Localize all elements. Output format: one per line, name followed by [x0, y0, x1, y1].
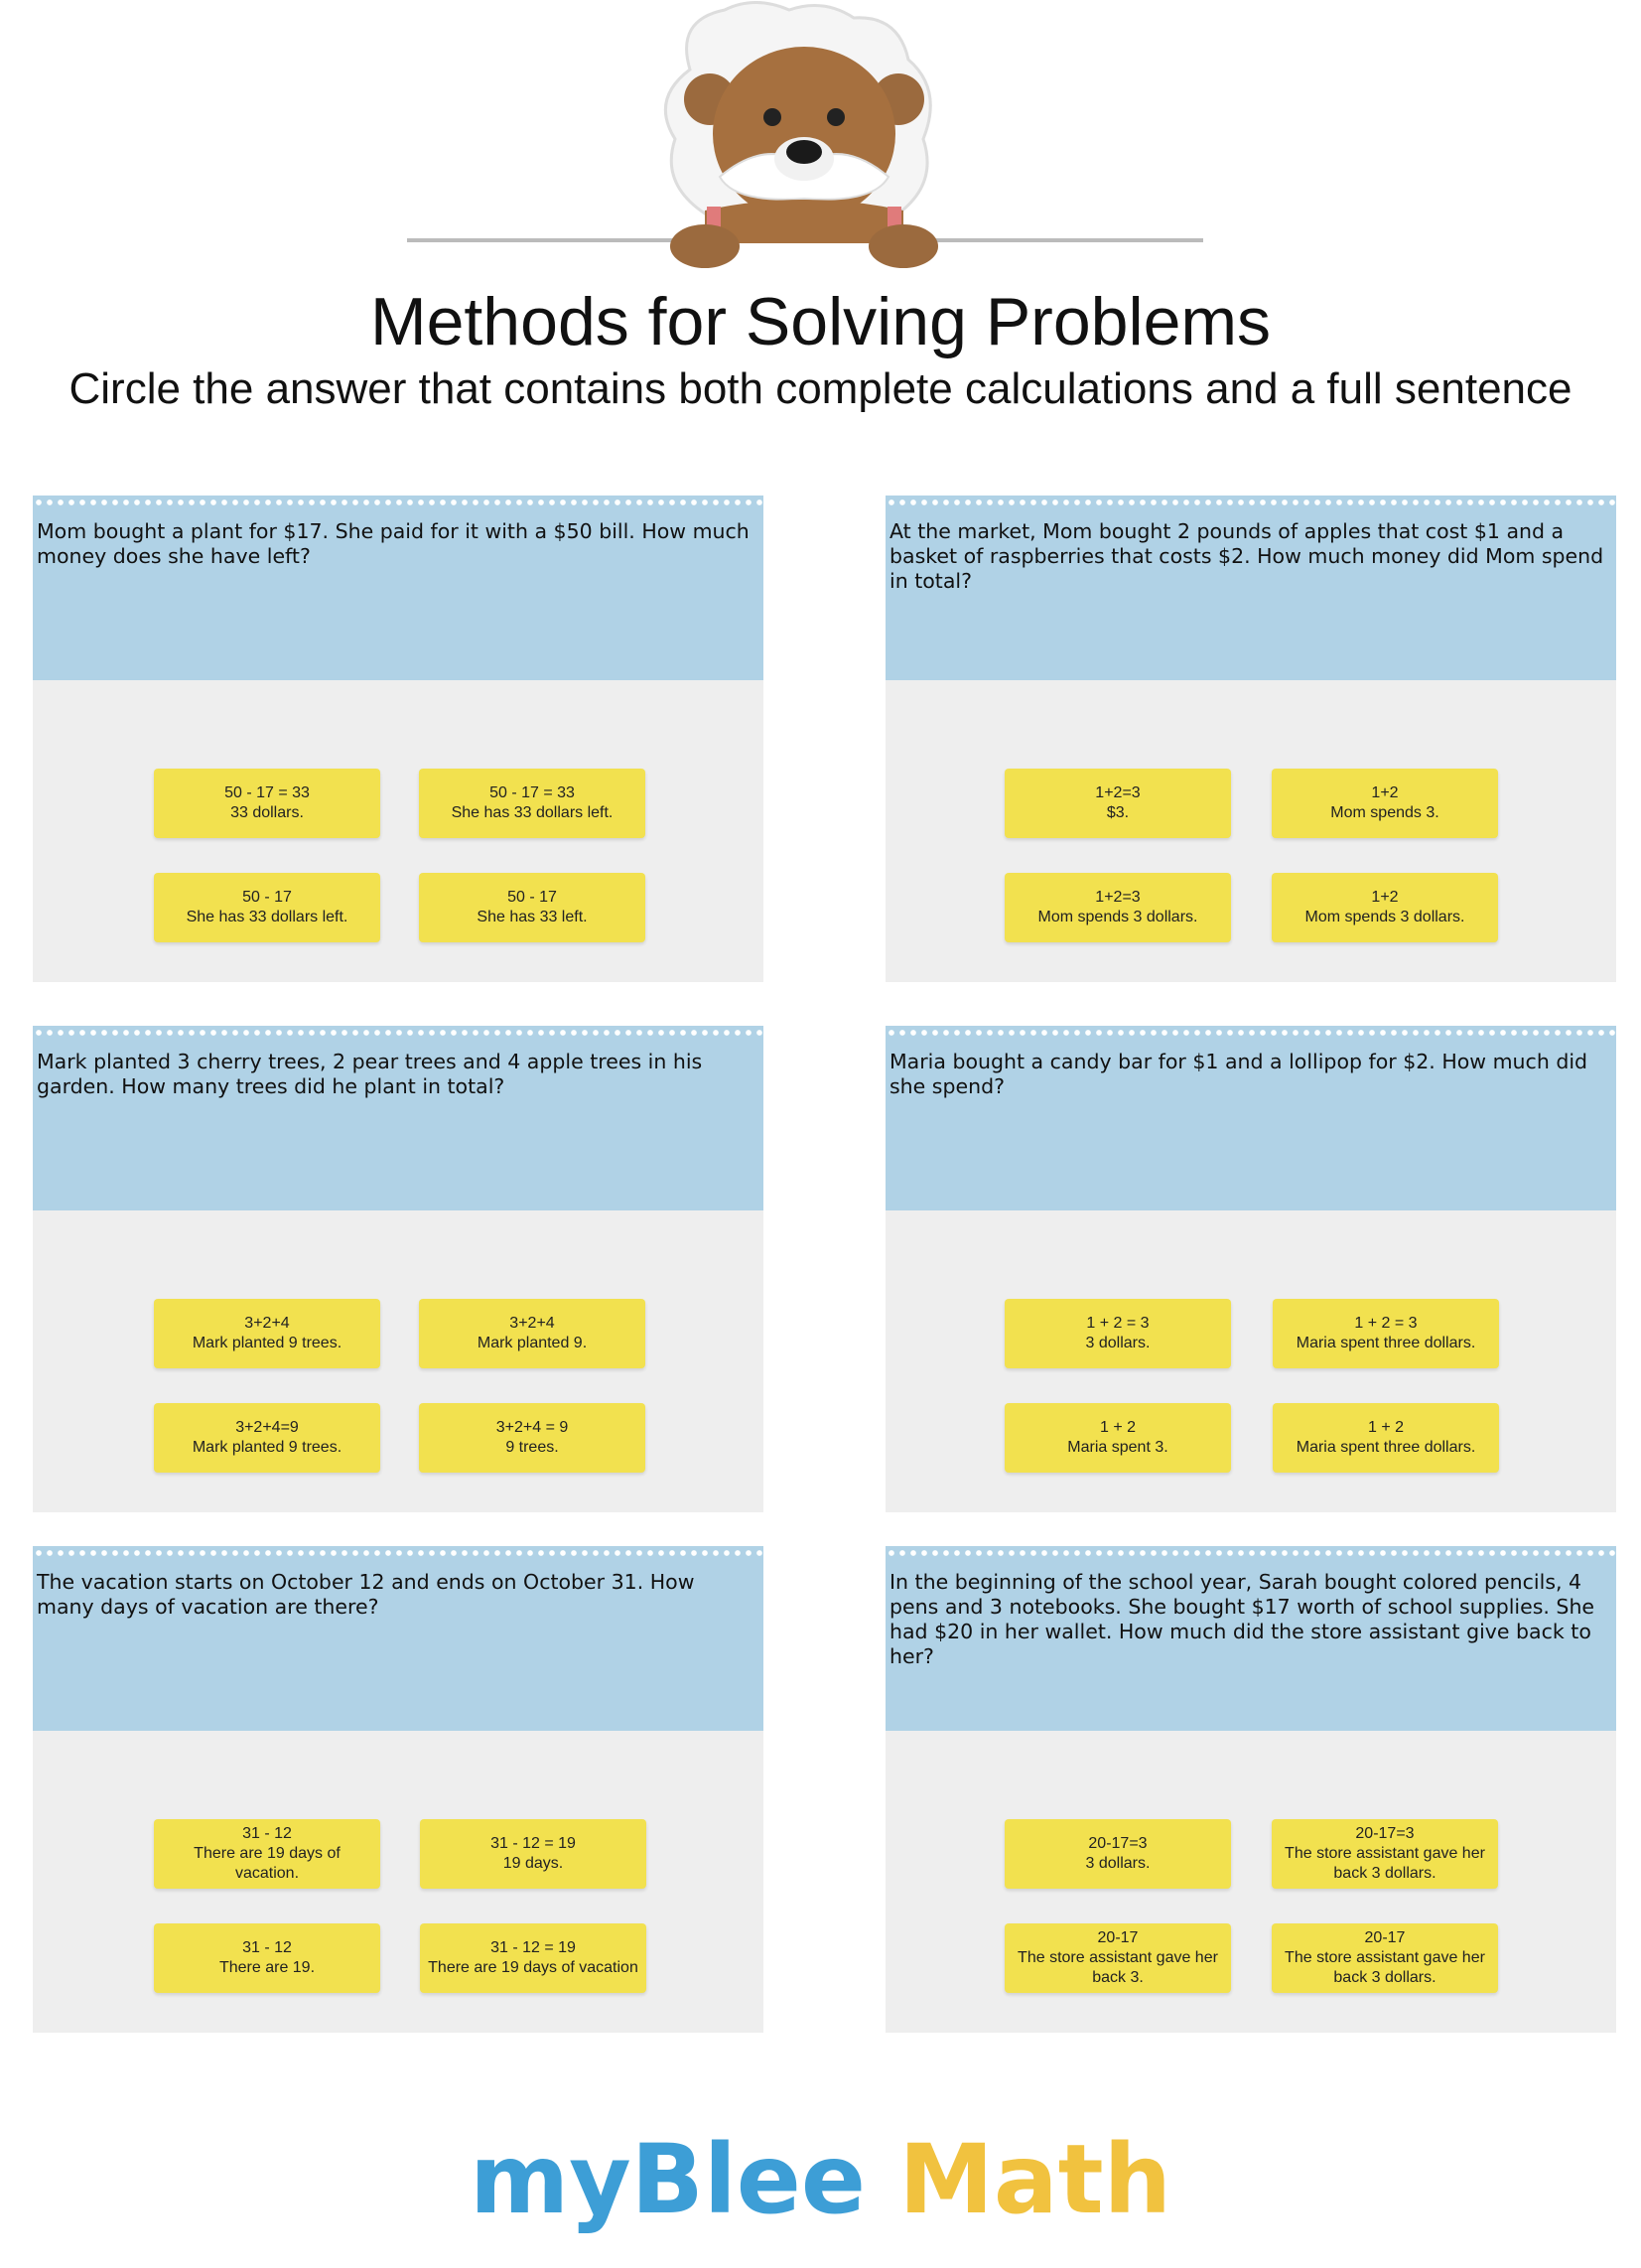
option-sentence: Maria spent three dollars. [1296, 1335, 1476, 1351]
option-sentence: The store assistant gave her back 3. [1018, 1949, 1218, 1986]
option-calculation: 20-17 [1097, 1929, 1139, 1946]
question-panel [886, 1026, 1616, 1210]
option-sentence: 33 dollars. [230, 804, 304, 821]
option-calculation: 31 - 12 = 19 [490, 1835, 576, 1852]
brand-logo [0, 2125, 1641, 2234]
perforated-edge [886, 1546, 1616, 1560]
answer-option[interactable] [1005, 1299, 1231, 1368]
problem-card [33, 496, 763, 982]
question-panel [886, 1546, 1616, 1731]
perforated-edge [886, 1026, 1616, 1040]
option-sentence: There are 19 days of vacation [428, 1959, 638, 1976]
answer-option[interactable] [154, 1403, 380, 1473]
answer-option[interactable] [154, 1819, 380, 1889]
problem-card [886, 1026, 1616, 1512]
option-sentence: Mark planted 9. [477, 1335, 588, 1351]
option-sentence: Mark planted 9 trees. [192, 1335, 342, 1351]
option-sentence: She has 33 dollars left. [186, 909, 348, 925]
option-calculation: 1 + 2 = 3 [1086, 1315, 1150, 1332]
question-text: At the market, Mom bought 2 pounds of apples that cost $1 and a basket of raspberries that costs $2. How much money did Mom spend in total? [889, 519, 1604, 593]
option-sentence: Mom spends 3. [1330, 804, 1439, 821]
option-sentence: The store assistant gave her back 3 dollars. [1285, 1949, 1485, 1986]
option-sentence: She has 33 left. [477, 909, 588, 925]
answer-option[interactable] [1005, 1819, 1231, 1889]
option-sentence: There are 19 days of vacation. [194, 1845, 341, 1882]
answer-option[interactable] [1005, 769, 1231, 838]
option-calculation: 3+2+4 = 9 [495, 1419, 569, 1436]
option-calculation: 20-17=3 [1088, 1835, 1148, 1852]
option-sentence: Mom spends 3 dollars. [1037, 909, 1198, 925]
perforated-edge [33, 1026, 763, 1040]
perforated-edge [33, 1546, 763, 1560]
option-calculation: 31 - 12 = 19 [490, 1939, 576, 1956]
option-calculation: 1+2 [1371, 889, 1399, 906]
answer-option[interactable] [420, 1923, 646, 1993]
problem-card [886, 1546, 1616, 2033]
option-sentence: Maria spent three dollars. [1296, 1439, 1476, 1456]
option-sentence: She has 33 dollars left. [451, 804, 614, 821]
answer-option[interactable] [419, 1299, 645, 1368]
perforated-edge [886, 496, 1616, 509]
question-text: The vacation starts on October 12 and ends on October 31. How many days of vacation are there? [37, 1570, 695, 1619]
option-calculation: 31 - 12 [242, 1825, 292, 1842]
question-panel [33, 1026, 763, 1210]
option-calculation: 50 - 17 = 33 [489, 784, 575, 801]
option-calculation: 20-17 [1364, 1929, 1406, 1946]
option-sentence: There are 19. [218, 1959, 316, 1976]
answer-option[interactable] [1005, 1923, 1231, 1993]
option-calculation: 3+2+4 [244, 1315, 290, 1332]
problem-card [886, 496, 1616, 982]
option-sentence: Maria spent 3. [1067, 1439, 1168, 1456]
answer-option[interactable] [420, 1819, 646, 1889]
option-sentence: The store assistant gave her back 3 dollars. [1285, 1845, 1485, 1882]
option-calculation: 1+2=3 [1095, 784, 1141, 801]
answer-option[interactable] [1272, 1923, 1498, 1993]
answer-option[interactable] [419, 1403, 645, 1473]
answer-option[interactable] [154, 769, 380, 838]
problem-card [33, 1546, 763, 2033]
answer-option[interactable] [419, 769, 645, 838]
option-sentence: 9 trees. [505, 1439, 559, 1456]
option-sentence: $3. [1106, 804, 1130, 821]
question-text: In the beginning of the school year, Sarah bought colored pencils, 4 pens and 3 notebooks. She bought $17 worth of school supplies. She had $20 in her wallet. How much did the store assistant give back to her? [889, 1570, 1595, 1668]
question-text: Mark planted 3 cherry trees, 2 pear trees and 4 apple trees in his garden. How many trees did he plant in total? [37, 1050, 703, 1098]
answer-option[interactable] [1005, 873, 1231, 942]
page-instructions: Circle the answer that contains both complete calculations and a full sentence [68, 364, 1573, 413]
option-calculation: 1 + 2 = 3 [1354, 1315, 1418, 1332]
answer-option[interactable] [1272, 769, 1498, 838]
option-sentence: Mark planted 9 trees. [192, 1439, 342, 1456]
answer-option[interactable] [1273, 1299, 1499, 1368]
perforated-edge [33, 496, 763, 509]
option-calculation: 1 + 2 [1367, 1419, 1405, 1436]
option-calculation: 3+2+4 [509, 1315, 555, 1332]
problem-card [33, 1026, 763, 1512]
logo-text-myblee: myBlee [470, 2124, 866, 2235]
option-calculation: 50 - 17 [242, 889, 292, 906]
option-sentence: Mom spends 3 dollars. [1304, 909, 1465, 925]
option-sentence: 3 dollars. [1085, 1855, 1151, 1872]
option-calculation: 1+2=3 [1095, 889, 1141, 906]
option-calculation: 1 + 2 [1099, 1419, 1137, 1436]
option-calculation: 31 - 12 [242, 1939, 292, 1956]
answer-option[interactable] [154, 873, 380, 942]
option-calculation: 3+2+4=9 [235, 1419, 299, 1436]
option-sentence: 19 days. [502, 1855, 564, 1872]
answer-option[interactable] [1272, 1819, 1498, 1889]
option-calculation: 50 - 17 [507, 889, 557, 906]
answer-option[interactable] [154, 1923, 380, 1993]
option-calculation: 20-17=3 [1355, 1825, 1415, 1842]
page-title: Methods for Solving Problems [369, 284, 1272, 359]
bear-mascot-image [407, 0, 1231, 268]
question-text: Maria bought a candy bar for $1 and a lollipop for $2. How much did she spend? [889, 1050, 1588, 1098]
question-panel [886, 496, 1616, 680]
answer-option[interactable] [1272, 873, 1498, 942]
answer-option[interactable] [419, 873, 645, 942]
question-text: Mom bought a plant for $17. She paid for it with a $50 bill. How much money does she have left? [37, 519, 750, 568]
answer-option[interactable] [1273, 1403, 1499, 1473]
option-calculation: 50 - 17 = 33 [224, 784, 310, 801]
logo-text-math: Math [865, 2124, 1171, 2235]
question-panel [33, 1546, 763, 1731]
option-sentence: 3 dollars. [1085, 1335, 1151, 1351]
option-calculation: 1+2 [1371, 784, 1399, 801]
answer-option[interactable] [1005, 1403, 1231, 1473]
question-panel [33, 496, 763, 680]
answer-option[interactable] [154, 1299, 380, 1368]
